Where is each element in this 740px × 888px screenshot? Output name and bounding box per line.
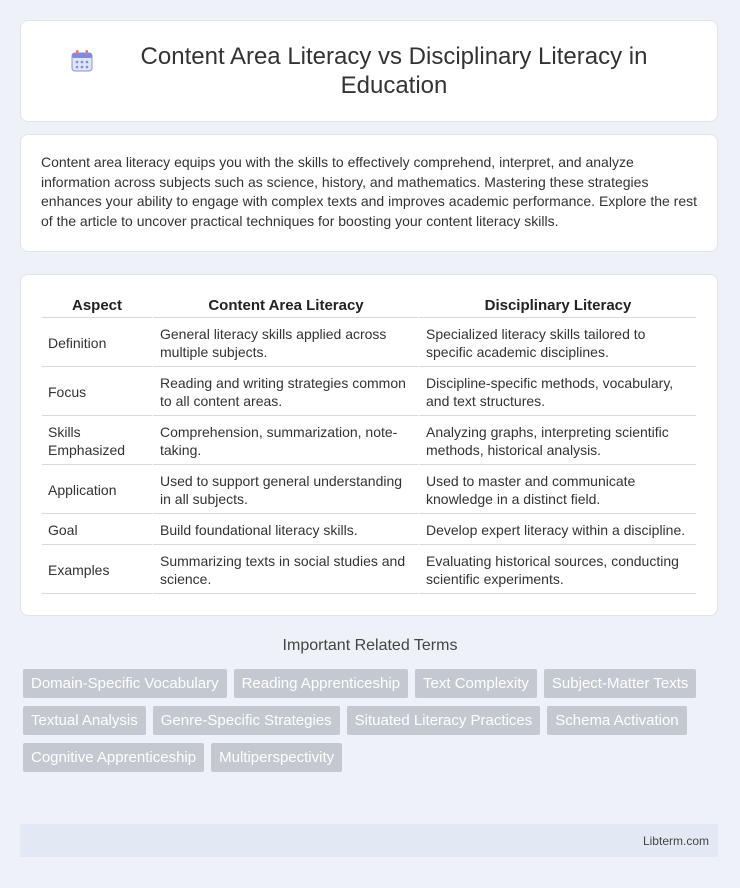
row-aspect: Definition — [42, 318, 152, 367]
related-term-tag[interactable]: Situated Literacy Practices — [347, 706, 541, 735]
title-wrap — [69, 42, 669, 100]
row-content-area: Reading and writing strategies common to all content areas. — [152, 367, 418, 416]
intro-paragraph: Content area literacy equips you with the skills to effectively comprehend, interpret, and analyze information across subjects such as science, history, and mathematics. Mastering these strategies enhances your ability to engage with complex texts and improves academic performance. Explore the rest of the article to uncover practical techniques for boosting your content literacy skills. — [41, 154, 698, 229]
row-disciplinary: Discipline-specific methods, vocabulary, and text structures. — [418, 367, 696, 416]
row-content-area: Build foundational literacy skills. — [152, 514, 418, 545]
table-row — [42, 465, 696, 514]
column-header-disciplinary-literacy: Disciplinary Literacy — [418, 295, 696, 318]
related-terms-list — [23, 669, 713, 772]
related-term-tag[interactable]: Text Complexity — [415, 669, 537, 698]
footer-site-link[interactable]: Libterm.com — [642, 833, 709, 848]
related-term-tag[interactable]: Textual Analysis — [23, 706, 146, 735]
footer — [20, 824, 718, 857]
row-content-area: Comprehension, summarization, note-taking. — [152, 416, 418, 465]
table-row — [42, 416, 696, 465]
table-header-row — [42, 295, 696, 318]
table-row — [42, 318, 696, 367]
table-row — [42, 367, 696, 416]
column-header-aspect: Aspect — [42, 295, 152, 318]
column-header-content-area-literacy: Content Area Literacy — [152, 295, 418, 318]
row-aspect: Goal — [42, 514, 152, 545]
table-row — [42, 545, 696, 594]
related-terms-heading: Important Related Terms — [282, 637, 458, 654]
row-disciplinary: Specialized literacy skills tailored to specific academic disciplines. — [418, 318, 696, 367]
calendar-icon — [69, 48, 95, 74]
row-aspect: Skills Emphasized — [42, 416, 152, 465]
table-row — [42, 514, 696, 545]
row-disciplinary: Used to master and communicate knowledge in a distinct field. — [418, 465, 696, 514]
related-term-tag[interactable]: Schema Activation — [547, 706, 686, 735]
related-term-tag[interactable]: Cognitive Apprenticeship — [23, 743, 204, 772]
related-term-tag[interactable]: Subject-Matter Texts — [544, 669, 696, 698]
title-card — [20, 20, 718, 122]
row-aspect: Application — [42, 465, 152, 514]
intro-card — [20, 134, 718, 252]
row-disciplinary: Evaluating historical sources, conducting scientific experiments. — [418, 545, 696, 594]
row-aspect: Focus — [42, 367, 152, 416]
row-disciplinary: Analyzing graphs, interpreting scientific methods, historical analysis. — [418, 416, 696, 465]
row-aspect: Examples — [42, 545, 152, 594]
related-term-tag[interactable]: Genre-Specific Strategies — [153, 706, 340, 735]
row-disciplinary: Develop expert literacy within a discipline. — [418, 514, 696, 545]
related-term-tag[interactable]: Reading Apprenticeship — [234, 669, 408, 698]
row-content-area: Summarizing texts in social studies and science. — [152, 545, 418, 594]
row-content-area: Used to support general understanding in all subjects. — [152, 465, 418, 514]
related-term-tag[interactable]: Multiperspectivity — [211, 743, 342, 772]
related-term-tag[interactable]: Domain-Specific Vocabulary — [23, 669, 227, 698]
comparison-table — [42, 295, 696, 594]
comparison-table-card — [20, 274, 718, 616]
page-title: Content Area Literacy vs Disciplinary Literacy in Education — [140, 43, 648, 99]
row-content-area: General literacy skills applied across multiple subjects. — [152, 318, 418, 367]
